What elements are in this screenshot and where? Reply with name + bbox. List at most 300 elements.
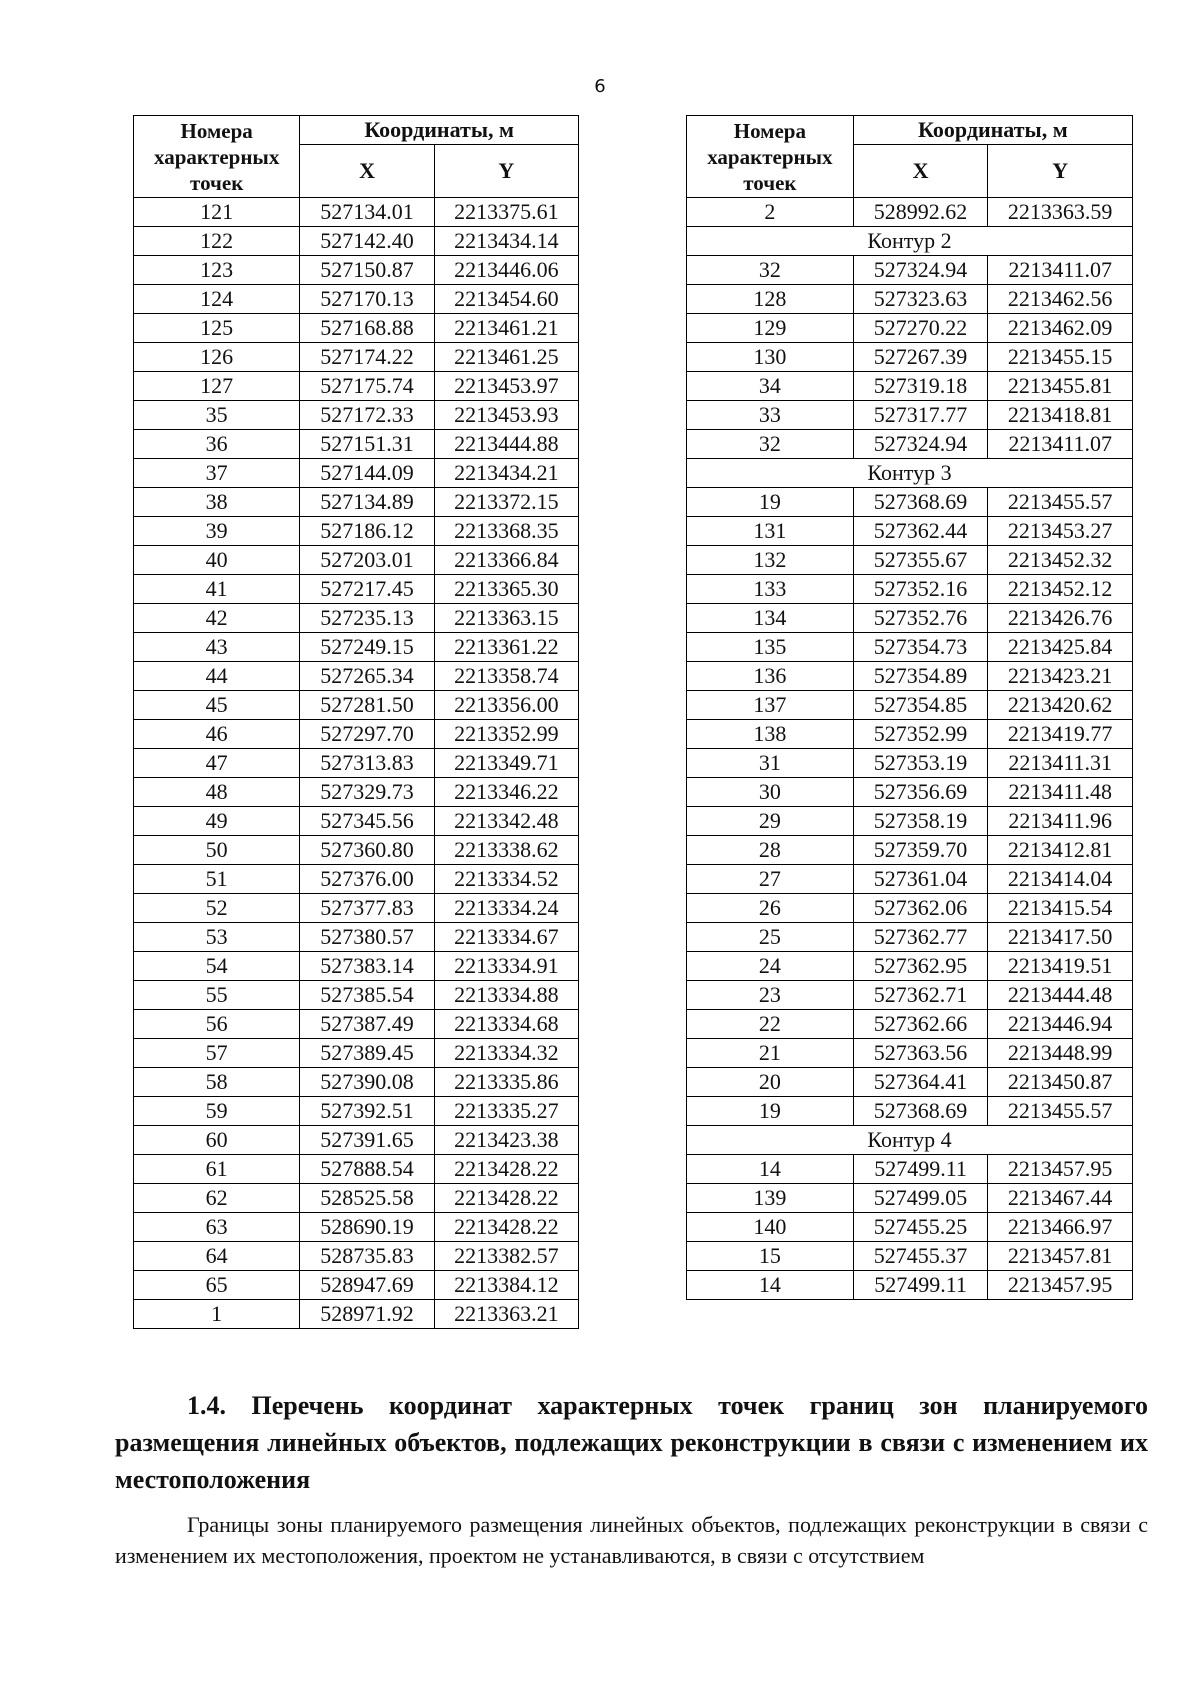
point-number-cell: 50	[134, 836, 300, 865]
x-coordinate-cell: 527151.31	[300, 430, 434, 459]
y-coordinate-cell: 2213365.30	[434, 575, 578, 604]
y-coordinate-cell: 2213428.22	[434, 1184, 578, 1213]
header-x: X	[300, 145, 434, 198]
y-coordinate-cell: 2213455.57	[988, 488, 1133, 517]
x-coordinate-cell: 527888.54	[300, 1155, 434, 1184]
table-row	[687, 575, 1133, 604]
table-row	[687, 1039, 1133, 1068]
y-coordinate-cell: 2213384.12	[434, 1271, 578, 1300]
header-y: Y	[434, 145, 578, 198]
table-row	[687, 285, 1133, 314]
x-coordinate-cell: 527355.67	[853, 546, 988, 575]
table-row	[134, 1039, 579, 1068]
point-number-cell: 38	[134, 488, 300, 517]
point-number-cell: 133	[687, 575, 854, 604]
x-coordinate-cell: 527235.13	[300, 604, 434, 633]
point-number-cell: 127	[134, 372, 300, 401]
x-coordinate-cell: 527324.94	[853, 256, 988, 285]
point-number-cell: 124	[134, 285, 300, 314]
point-number-cell: 138	[687, 720, 854, 749]
y-coordinate-cell: 2213411.07	[988, 256, 1133, 285]
y-coordinate-cell: 2213358.74	[434, 662, 578, 691]
table-row	[134, 1010, 579, 1039]
x-coordinate-cell: 528690.19	[300, 1213, 434, 1242]
table-row	[687, 1097, 1133, 1126]
table-row	[134, 720, 579, 749]
y-coordinate-cell: 2213418.81	[988, 401, 1133, 430]
y-coordinate-cell: 2213453.97	[434, 372, 578, 401]
x-coordinate-cell: 527455.37	[853, 1242, 988, 1271]
x-coordinate-cell: 528992.62	[853, 198, 988, 227]
contour-row	[687, 459, 1133, 488]
point-number-cell: 20	[687, 1068, 854, 1097]
y-coordinate-cell: 2213453.93	[434, 401, 578, 430]
table-row	[134, 459, 579, 488]
table-row	[134, 256, 579, 285]
table-row	[134, 343, 579, 372]
x-coordinate-cell: 528947.69	[300, 1271, 434, 1300]
y-coordinate-cell: 2213363.59	[988, 198, 1133, 227]
x-coordinate-cell: 527392.51	[300, 1097, 434, 1126]
table-row	[134, 894, 579, 923]
y-coordinate-cell: 2213462.09	[988, 314, 1133, 343]
coordinates-table-left	[133, 115, 579, 1329]
table-row	[687, 1010, 1133, 1039]
table-row	[134, 981, 579, 1010]
point-number-cell: 42	[134, 604, 300, 633]
point-number-cell: 131	[687, 517, 854, 546]
left-table-body	[134, 198, 579, 1329]
table-row	[687, 401, 1133, 430]
page-number: 6	[594, 76, 606, 97]
table-row	[134, 227, 579, 256]
x-coordinate-cell: 527329.73	[300, 778, 434, 807]
x-coordinate-cell: 527144.09	[300, 459, 434, 488]
y-coordinate-cell: 2213382.57	[434, 1242, 578, 1271]
x-coordinate-cell: 527345.56	[300, 807, 434, 836]
y-coordinate-cell: 2213455.81	[988, 372, 1133, 401]
x-coordinate-cell: 527363.56	[853, 1039, 988, 1068]
point-number-cell: 31	[687, 749, 854, 778]
point-number-cell: 65	[134, 1271, 300, 1300]
table-row	[687, 894, 1133, 923]
x-coordinate-cell: 527362.44	[853, 517, 988, 546]
x-coordinate-cell: 527319.18	[853, 372, 988, 401]
x-coordinate-cell: 527385.54	[300, 981, 434, 1010]
point-number-cell: 139	[687, 1184, 854, 1213]
x-coordinate-cell: 527362.95	[853, 952, 988, 981]
point-number-cell: 37	[134, 459, 300, 488]
table-row	[134, 1184, 579, 1213]
point-number-cell: 24	[687, 952, 854, 981]
table-row	[134, 401, 579, 430]
x-coordinate-cell: 527352.99	[853, 720, 988, 749]
x-coordinate-cell: 527353.19	[853, 749, 988, 778]
point-number-cell: 135	[687, 633, 854, 662]
point-number-cell: 129	[687, 314, 854, 343]
table-row	[687, 807, 1133, 836]
table-row	[687, 923, 1133, 952]
point-number-cell: 63	[134, 1213, 300, 1242]
y-coordinate-cell: 2213372.15	[434, 488, 578, 517]
y-coordinate-cell: 2213346.22	[434, 778, 578, 807]
point-number-cell: 57	[134, 1039, 300, 1068]
x-coordinate-cell: 527455.25	[853, 1213, 988, 1242]
table-row	[134, 807, 579, 836]
point-number-cell: 121	[134, 198, 300, 227]
y-coordinate-cell: 2213411.07	[988, 430, 1133, 459]
point-number-cell: 35	[134, 401, 300, 430]
x-coordinate-cell: 527354.89	[853, 662, 988, 691]
table-row	[687, 720, 1133, 749]
point-number-cell: 56	[134, 1010, 300, 1039]
x-coordinate-cell: 527134.01	[300, 198, 434, 227]
point-number-cell: 40	[134, 546, 300, 575]
y-coordinate-cell: 2213452.12	[988, 575, 1133, 604]
point-number-cell: 39	[134, 517, 300, 546]
contour-row	[687, 227, 1133, 256]
y-coordinate-cell: 2213338.62	[434, 836, 578, 865]
table-row	[687, 604, 1133, 633]
y-coordinate-cell: 2213349.71	[434, 749, 578, 778]
y-coordinate-cell: 2213434.14	[434, 227, 578, 256]
table-row	[134, 430, 579, 459]
y-coordinate-cell: 2213417.50	[988, 923, 1133, 952]
point-number-cell: 21	[687, 1039, 854, 1068]
contour-row	[687, 1126, 1133, 1155]
x-coordinate-cell: 527217.45	[300, 575, 434, 604]
point-number-cell: 30	[687, 778, 854, 807]
point-number-cell: 54	[134, 952, 300, 981]
table-row	[687, 1155, 1133, 1184]
y-coordinate-cell: 2213334.91	[434, 952, 578, 981]
point-number-cell: 64	[134, 1242, 300, 1271]
y-coordinate-cell: 2213434.21	[434, 459, 578, 488]
header-x: X	[853, 145, 988, 198]
y-coordinate-cell: 2213363.15	[434, 604, 578, 633]
y-coordinate-cell: 2213457.81	[988, 1242, 1133, 1271]
x-coordinate-cell: 527168.88	[300, 314, 434, 343]
x-coordinate-cell: 527267.39	[853, 343, 988, 372]
y-coordinate-cell: 2213419.51	[988, 952, 1133, 981]
x-coordinate-cell: 527150.87	[300, 256, 434, 285]
table-row	[687, 1271, 1133, 1300]
y-coordinate-cell: 2213375.61	[434, 198, 578, 227]
y-coordinate-cell: 2213335.27	[434, 1097, 578, 1126]
table-row	[134, 488, 579, 517]
x-coordinate-cell: 527368.69	[853, 1097, 988, 1126]
table-row	[687, 343, 1133, 372]
point-number-cell: 36	[134, 430, 300, 459]
point-number-cell: 43	[134, 633, 300, 662]
x-coordinate-cell: 527387.49	[300, 1010, 434, 1039]
table-row	[687, 691, 1133, 720]
y-coordinate-cell: 2213419.77	[988, 720, 1133, 749]
x-coordinate-cell: 527362.77	[853, 923, 988, 952]
table-row	[134, 604, 579, 633]
y-coordinate-cell: 2213466.97	[988, 1213, 1133, 1242]
x-coordinate-cell: 527361.04	[853, 865, 988, 894]
point-number-cell: 23	[687, 981, 854, 1010]
x-coordinate-cell: 527186.12	[300, 517, 434, 546]
x-coordinate-cell: 527499.05	[853, 1184, 988, 1213]
table-row	[134, 923, 579, 952]
table-row	[687, 836, 1133, 865]
x-coordinate-cell: 527249.15	[300, 633, 434, 662]
table-row	[134, 691, 579, 720]
y-coordinate-cell: 2213412.81	[988, 836, 1133, 865]
y-coordinate-cell: 2213448.99	[988, 1039, 1133, 1068]
y-coordinate-cell: 2213361.22	[434, 633, 578, 662]
header-point-numbers: Номера характерных точек	[134, 116, 300, 198]
table-row	[134, 285, 579, 314]
point-number-cell: 33	[687, 401, 854, 430]
y-coordinate-cell: 2213423.21	[988, 662, 1133, 691]
x-coordinate-cell: 527389.45	[300, 1039, 434, 1068]
x-coordinate-cell: 527172.33	[300, 401, 434, 430]
y-coordinate-cell: 2213467.44	[988, 1184, 1133, 1213]
x-coordinate-cell: 527175.74	[300, 372, 434, 401]
x-coordinate-cell: 527324.94	[853, 430, 988, 459]
y-coordinate-cell: 2213411.96	[988, 807, 1133, 836]
point-number-cell: 15	[687, 1242, 854, 1271]
y-coordinate-cell: 2213368.35	[434, 517, 578, 546]
table-row	[134, 865, 579, 894]
x-coordinate-cell: 528525.58	[300, 1184, 434, 1213]
y-coordinate-cell: 2213411.48	[988, 778, 1133, 807]
point-number-cell: 14	[687, 1155, 854, 1184]
y-coordinate-cell: 2213363.21	[434, 1300, 578, 1329]
y-coordinate-cell: 2213461.21	[434, 314, 578, 343]
point-number-cell: 41	[134, 575, 300, 604]
table-row	[687, 198, 1133, 227]
x-coordinate-cell: 527265.34	[300, 662, 434, 691]
y-coordinate-cell: 2213334.67	[434, 923, 578, 952]
y-coordinate-cell: 2213457.95	[988, 1271, 1133, 1300]
point-number-cell: 123	[134, 256, 300, 285]
x-coordinate-cell: 527377.83	[300, 894, 434, 923]
y-coordinate-cell: 2213423.38	[434, 1126, 578, 1155]
y-coordinate-cell: 2213455.57	[988, 1097, 1133, 1126]
x-coordinate-cell: 527297.70	[300, 720, 434, 749]
y-coordinate-cell: 2213453.27	[988, 517, 1133, 546]
table-row	[134, 546, 579, 575]
y-coordinate-cell: 2213415.54	[988, 894, 1133, 923]
y-coordinate-cell: 2213342.48	[434, 807, 578, 836]
table-row	[687, 981, 1133, 1010]
y-coordinate-cell: 2213426.76	[988, 604, 1133, 633]
table-row	[134, 575, 579, 604]
table-row	[687, 256, 1133, 285]
x-coordinate-cell: 527313.83	[300, 749, 434, 778]
x-coordinate-cell: 527358.19	[853, 807, 988, 836]
x-coordinate-cell: 527354.85	[853, 691, 988, 720]
y-coordinate-cell: 2213334.88	[434, 981, 578, 1010]
header-y: Y	[988, 145, 1133, 198]
x-coordinate-cell: 528971.92	[300, 1300, 434, 1329]
table-row	[134, 749, 579, 778]
x-coordinate-cell: 527364.41	[853, 1068, 988, 1097]
point-number-cell: 19	[687, 488, 854, 517]
x-coordinate-cell: 527499.11	[853, 1155, 988, 1184]
table-row	[134, 1068, 579, 1097]
point-number-cell: 128	[687, 285, 854, 314]
contour-label: Контур 4	[687, 1126, 1133, 1155]
point-number-cell: 55	[134, 981, 300, 1010]
table-row	[687, 1242, 1133, 1271]
x-coordinate-cell: 527354.73	[853, 633, 988, 662]
table-row	[687, 1213, 1133, 1242]
x-coordinate-cell: 527376.00	[300, 865, 434, 894]
x-coordinate-cell: 527380.57	[300, 923, 434, 952]
point-number-cell: 46	[134, 720, 300, 749]
y-coordinate-cell: 2213446.94	[988, 1010, 1133, 1039]
point-number-cell: 45	[134, 691, 300, 720]
y-coordinate-cell: 2213457.95	[988, 1155, 1133, 1184]
point-number-cell: 58	[134, 1068, 300, 1097]
point-number-cell: 125	[134, 314, 300, 343]
y-coordinate-cell: 2213462.56	[988, 285, 1133, 314]
y-coordinate-cell: 2213428.22	[434, 1213, 578, 1242]
point-number-cell: 126	[134, 343, 300, 372]
x-coordinate-cell: 527383.14	[300, 952, 434, 981]
section-paragraph: Границы зоны планируемого размещения линейных объектов, подлежащих реконструкции в связи с изменением их местоположения, проектом не устанавливаются, в связи с отсутствием	[115, 1512, 1148, 1568]
table-row	[687, 314, 1133, 343]
point-number-cell: 136	[687, 662, 854, 691]
y-coordinate-cell: 2213335.86	[434, 1068, 578, 1097]
point-number-cell: 140	[687, 1213, 854, 1242]
table-row	[687, 517, 1133, 546]
point-number-cell: 48	[134, 778, 300, 807]
x-coordinate-cell: 527142.40	[300, 227, 434, 256]
table-row	[134, 1213, 579, 1242]
x-coordinate-cell: 527362.71	[853, 981, 988, 1010]
table-row	[687, 749, 1133, 778]
header-coordinates: Координаты, м	[300, 116, 579, 145]
y-coordinate-cell: 2213334.68	[434, 1010, 578, 1039]
table-row	[687, 633, 1133, 662]
table-row	[134, 1300, 579, 1329]
x-coordinate-cell: 527174.22	[300, 343, 434, 372]
table-row	[134, 1126, 579, 1155]
point-number-cell: 19	[687, 1097, 854, 1126]
header-coordinates: Координаты, м	[853, 116, 1132, 145]
x-coordinate-cell: 527281.50	[300, 691, 434, 720]
table-row	[134, 198, 579, 227]
table-row	[134, 1155, 579, 1184]
point-number-cell: 25	[687, 923, 854, 952]
point-number-cell: 44	[134, 662, 300, 691]
y-coordinate-cell: 2213411.31	[988, 749, 1133, 778]
table-row	[687, 778, 1133, 807]
x-coordinate-cell: 527368.69	[853, 488, 988, 517]
y-coordinate-cell: 2213428.22	[434, 1155, 578, 1184]
point-number-cell: 137	[687, 691, 854, 720]
table-row	[134, 517, 579, 546]
x-coordinate-cell: 527323.63	[853, 285, 988, 314]
header-point-numbers: Номера характерных точек	[687, 116, 854, 198]
x-coordinate-cell: 527359.70	[853, 836, 988, 865]
point-number-cell: 132	[687, 546, 854, 575]
point-number-cell: 52	[134, 894, 300, 923]
table-row	[134, 778, 579, 807]
point-number-cell: 134	[687, 604, 854, 633]
table-row	[687, 952, 1133, 981]
x-coordinate-cell: 527499.11	[853, 1271, 988, 1300]
y-coordinate-cell: 2213454.60	[434, 285, 578, 314]
y-coordinate-cell: 2213366.84	[434, 546, 578, 575]
contour-label: Контур 3	[687, 459, 1133, 488]
y-coordinate-cell: 2213444.88	[434, 430, 578, 459]
point-number-cell: 59	[134, 1097, 300, 1126]
x-coordinate-cell: 527203.01	[300, 546, 434, 575]
table-row	[134, 314, 579, 343]
point-number-cell: 2	[687, 198, 854, 227]
x-coordinate-cell: 527352.76	[853, 604, 988, 633]
table-row	[134, 1097, 579, 1126]
x-coordinate-cell: 527390.08	[300, 1068, 434, 1097]
table-row	[687, 430, 1133, 459]
point-number-cell: 27	[687, 865, 854, 894]
point-number-cell: 32	[687, 256, 854, 285]
y-coordinate-cell: 2213446.06	[434, 256, 578, 285]
point-number-cell: 51	[134, 865, 300, 894]
point-number-cell: 49	[134, 807, 300, 836]
y-coordinate-cell: 2213450.87	[988, 1068, 1133, 1097]
point-number-cell: 32	[687, 430, 854, 459]
y-coordinate-cell: 2213356.00	[434, 691, 578, 720]
table-row	[134, 836, 579, 865]
y-coordinate-cell: 2213425.84	[988, 633, 1133, 662]
y-coordinate-cell: 2213444.48	[988, 981, 1133, 1010]
y-coordinate-cell: 2213334.24	[434, 894, 578, 923]
y-coordinate-cell: 2213334.32	[434, 1039, 578, 1068]
table-row	[134, 1242, 579, 1271]
point-number-cell: 60	[134, 1126, 300, 1155]
x-coordinate-cell: 527352.16	[853, 575, 988, 604]
point-number-cell: 62	[134, 1184, 300, 1213]
table-row	[134, 633, 579, 662]
point-number-cell: 1	[134, 1300, 300, 1329]
point-number-cell: 53	[134, 923, 300, 952]
x-coordinate-cell: 527170.13	[300, 285, 434, 314]
table-row	[134, 1271, 579, 1300]
y-coordinate-cell: 2213452.32	[988, 546, 1133, 575]
point-number-cell: 14	[687, 1271, 854, 1300]
table-row	[687, 662, 1133, 691]
table-row	[687, 1184, 1133, 1213]
coordinates-table-right	[686, 115, 1133, 1300]
contour-label: Контур 2	[687, 227, 1133, 256]
x-coordinate-cell: 527134.89	[300, 488, 434, 517]
section-heading: 1.4. Перечень координат характерных точек границ зон планируемого размещения линейных объектов, подлежащих реконструкции в связи с изменением их местоположения	[115, 1391, 1148, 1494]
point-number-cell: 130	[687, 343, 854, 372]
point-number-cell: 28	[687, 836, 854, 865]
table-row	[134, 662, 579, 691]
point-number-cell: 34	[687, 372, 854, 401]
x-coordinate-cell: 527270.22	[853, 314, 988, 343]
table-row	[134, 952, 579, 981]
right-table-body	[687, 198, 1133, 1300]
y-coordinate-cell: 2213455.15	[988, 343, 1133, 372]
point-number-cell: 29	[687, 807, 854, 836]
table-row	[687, 372, 1133, 401]
y-coordinate-cell: 2213352.99	[434, 720, 578, 749]
table-row	[134, 372, 579, 401]
point-number-cell: 26	[687, 894, 854, 923]
point-number-cell: 61	[134, 1155, 300, 1184]
y-coordinate-cell: 2213334.52	[434, 865, 578, 894]
